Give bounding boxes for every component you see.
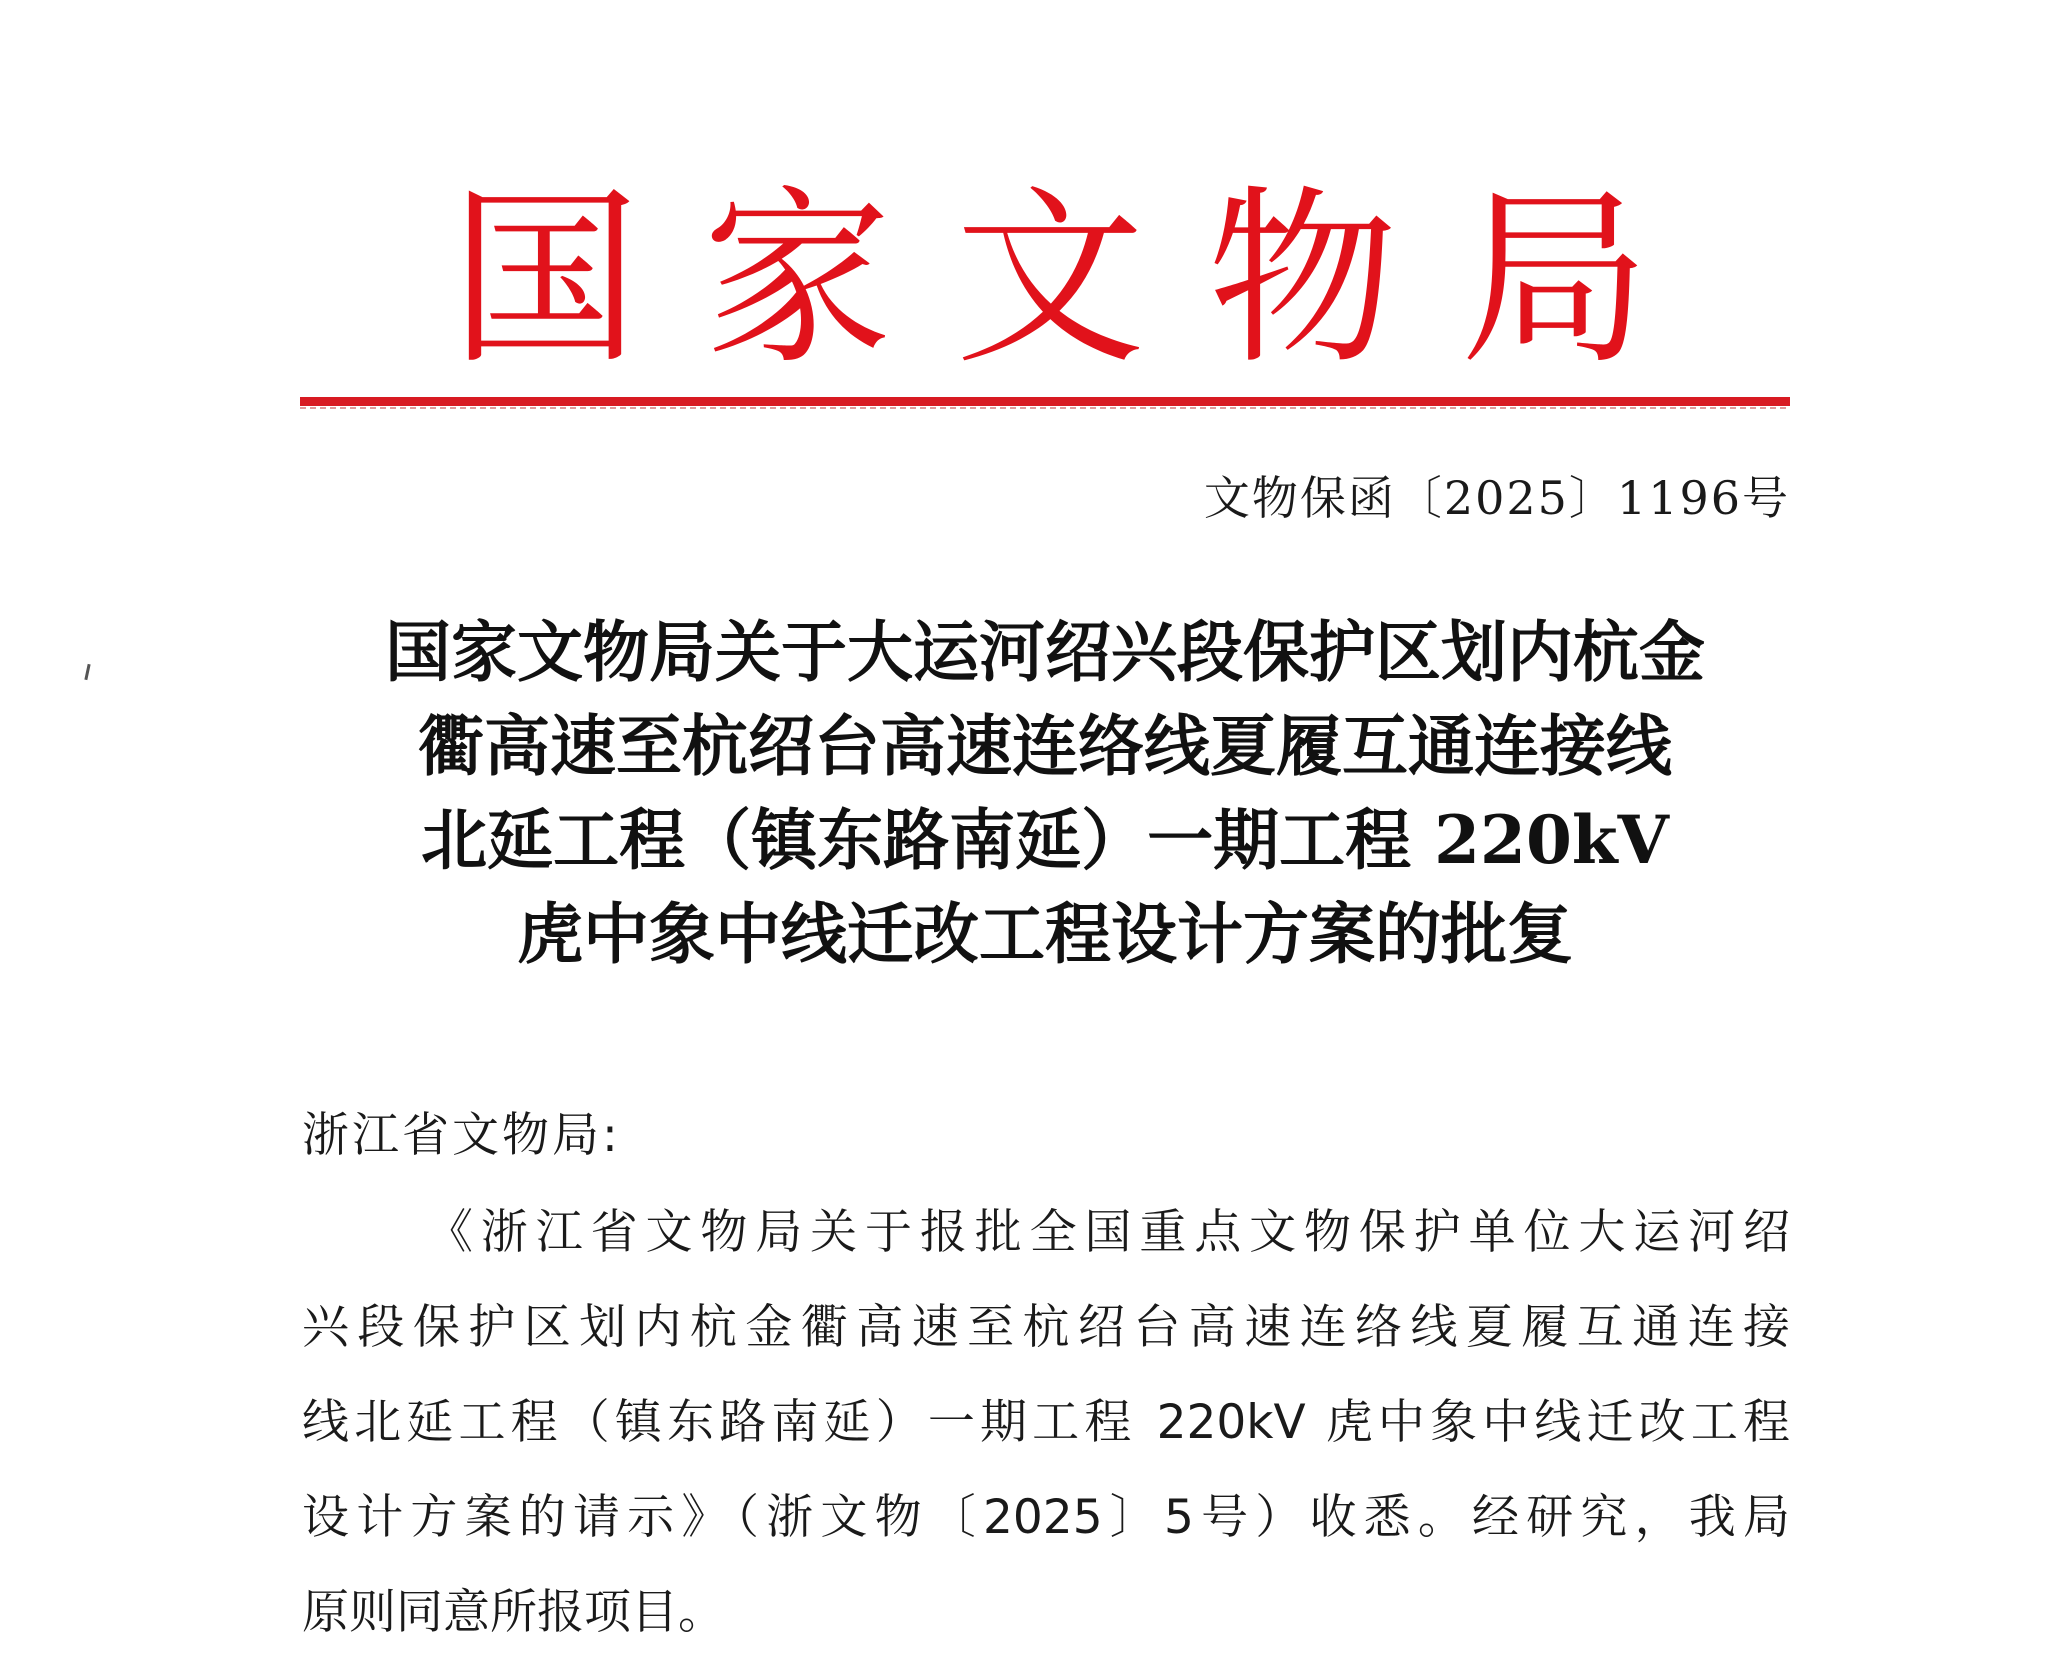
body-line: 原则同意所报项目。 [302, 1585, 725, 1640]
body-line: 设计方案的请示》（浙文物〔2025〕5号）收悉。经研究，我局 [302, 1490, 1790, 1545]
title-line: 国家文物局关于大运河绍兴段保护区划内杭金 [385, 613, 1705, 691]
body-line: 兴段保护区划内杭金衢高速至杭绍台高速连络线夏履互通连接 [302, 1300, 1790, 1355]
body-line: 线北延工程（镇东路南延）一期工程 220kV 虎中象中线迁改工程 [302, 1395, 1790, 1450]
title-line: 衢高速至杭绍台高速连络线夏履互通连接线 [418, 707, 1672, 785]
salutation: 浙江省文物局: [302, 1108, 621, 1163]
title-line: 北延工程（镇东路南延）一期工程 220kV [421, 801, 1669, 879]
letterhead-char-5: 局 [1459, 169, 1650, 390]
letterhead-char-4: 物 [1207, 169, 1398, 390]
letterhead-char-3: 文 [954, 169, 1145, 390]
body-line: 《浙江省文物局关于报批全国重点文物保护单位大运河绍 [426, 1205, 1790, 1260]
letterhead-char-1: 国 [450, 169, 641, 390]
document-title [300, 605, 1790, 981]
title-line: 虎中象中线迁改工程设计方案的批复 [517, 895, 1573, 973]
letterhead-red-rule [300, 397, 1790, 406]
document-number: 文物保函〔2025〕1196号 [1203, 471, 1790, 525]
letterhead-char-2: 家 [702, 169, 893, 390]
letterhead-rule-texture [300, 407, 1790, 409]
body-paragraph [302, 1185, 1790, 1660]
scan-mark [84, 664, 90, 680]
letterhead [300, 169, 1790, 390]
